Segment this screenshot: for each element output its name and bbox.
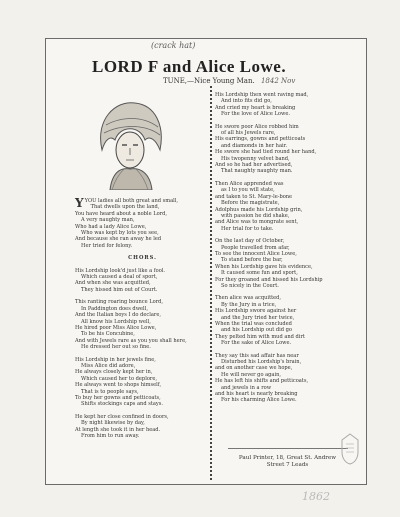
verse-line: Her trial for to take. bbox=[221, 225, 274, 232]
verse-line: That is to people says, bbox=[81, 388, 139, 395]
verse-line: People travelled from afar, bbox=[221, 244, 290, 251]
chorus-line: And when she was acquitted, bbox=[75, 280, 151, 287]
verse-line: They pelted him with mud and dirt bbox=[215, 333, 305, 340]
verse-line: Who had a lady Alice Lowe, bbox=[75, 223, 147, 230]
verse-line: You have heard about a noble Lord, bbox=[75, 210, 167, 217]
verse-line: A very naughty man, bbox=[81, 217, 135, 224]
verse-line: Her tried for felony. bbox=[81, 242, 133, 249]
verse-line: of all his Jewels rare, bbox=[221, 130, 276, 137]
printer-imprint bbox=[225, 455, 350, 469]
verse bbox=[215, 181, 360, 232]
verse-line: He always closely kept her in, bbox=[75, 369, 153, 376]
verse-line: His Lordship then went raving mad, bbox=[215, 92, 309, 98]
tune-line bbox=[163, 77, 295, 85]
verse-line: He kept her close confined in doors, bbox=[75, 413, 169, 420]
verse-line: And because she ran away he led bbox=[75, 236, 162, 243]
woman-bonnet-portrait-image bbox=[90, 95, 170, 190]
verse-line: When his Lordship gave his evidence, bbox=[215, 263, 313, 270]
verse-line: with passion he did shake, bbox=[221, 212, 290, 219]
verse-line: His Lordship in her jewels fine, bbox=[75, 356, 156, 363]
verse-line: Before the magistrate, bbox=[221, 200, 280, 207]
song-title: LORD F and Alice Lowe. bbox=[92, 57, 287, 76]
handwritten-note: (crack hat) bbox=[151, 41, 196, 50]
verse-line: He always went to shops himself, bbox=[75, 382, 162, 389]
column-divider bbox=[210, 86, 212, 481]
verse-line: He hired poor Miss Alice Lowe, bbox=[75, 324, 157, 331]
printer-rule bbox=[228, 448, 348, 449]
verse-line: Which caused her to deplore, bbox=[81, 375, 157, 382]
left-column bbox=[75, 198, 210, 445]
verse-line: and his Lordship out did go bbox=[221, 327, 292, 334]
verse-line: Disturbed his Lordship's brain, bbox=[221, 359, 302, 366]
right-column bbox=[215, 92, 360, 410]
verse-line: and his heart is nearly breaking bbox=[215, 391, 298, 398]
chorus-line: Which caused a deal of sport, bbox=[81, 274, 158, 281]
verse-line: He swore she had tied round her hand, bbox=[215, 149, 317, 156]
verse-line: When the trial was concluded bbox=[215, 321, 292, 327]
verse-4 bbox=[75, 414, 210, 440]
drop-cap: Y bbox=[75, 196, 84, 210]
verse-line: From him to run away. bbox=[81, 433, 140, 439]
verse-line: It caused some fun and sport, bbox=[221, 270, 298, 277]
verse-line: Adolphus made his Lordship grin, bbox=[215, 206, 303, 213]
library-stamp-icon bbox=[338, 432, 362, 466]
chorus bbox=[75, 268, 210, 294]
verse-line: His twopenny velvet band, bbox=[221, 155, 290, 162]
verse-line: And into fits did go, bbox=[221, 98, 272, 105]
verse bbox=[215, 353, 360, 404]
verse-line: He has left his shifts and petticoats, bbox=[215, 378, 309, 385]
verse bbox=[215, 124, 360, 175]
verse-line: All know his Lordship well, bbox=[81, 318, 151, 325]
verse-line: For they groaned and hissed his Lordship bbox=[215, 276, 323, 283]
verse-line: By night likewise by day, bbox=[81, 420, 145, 427]
chorus-line: They hissed him out of Court. bbox=[81, 286, 158, 293]
verse-line: And the Italian boys I do declare, bbox=[75, 312, 161, 319]
verse-line: That dwells upon the land, bbox=[90, 204, 160, 211]
verse-2 bbox=[75, 299, 210, 350]
handwritten-date: 1842 Nov bbox=[260, 77, 296, 85]
verse-line: as I to you will state, bbox=[221, 187, 275, 194]
printer-line: Paul Printer, 18, Great St. Andrew bbox=[238, 455, 337, 461]
verse-line: That naughty naughty man. bbox=[221, 168, 293, 175]
verse-line: And cried my heart is breaking bbox=[215, 104, 296, 111]
verse-line: His Lordship swore against her bbox=[215, 308, 297, 315]
verse-line: and jewels in a row bbox=[221, 384, 272, 391]
verse bbox=[215, 238, 360, 289]
verse-line: And with Jewels rare as you you shall here, bbox=[75, 337, 187, 344]
verse-line: For the sake of Alice Lowe. bbox=[221, 340, 292, 347]
verse-line: In Paddington does dwell, bbox=[81, 305, 148, 312]
verse-line: And so he had her advertised, bbox=[215, 162, 293, 169]
verse-line: To see the innocent Alice Lowe, bbox=[215, 250, 297, 257]
verse-line: This ranting roaring bounce Lord, bbox=[75, 299, 164, 306]
verse-line: and on another case we hope, bbox=[215, 365, 293, 372]
verse-line: Miss Alice did adore, bbox=[81, 362, 136, 369]
verse-line: and taken to St. Mary-le-bone bbox=[215, 193, 293, 200]
verse-line: He dressed her out so fine. bbox=[81, 344, 151, 351]
verse-line: On the last day of October, bbox=[215, 238, 285, 245]
verse-line: For the love of Alice Lowe. bbox=[221, 111, 290, 118]
chorus-label: CHORS. bbox=[128, 255, 157, 262]
verse-line: So nicely in the Court. bbox=[221, 282, 279, 289]
verse-line: To be his Concubine, bbox=[81, 331, 135, 338]
handwritten-number: 1862 bbox=[302, 490, 330, 503]
verse-line: and the Jury tried her twice, bbox=[221, 314, 295, 321]
printer-line: Street 7 Leads bbox=[266, 462, 309, 468]
verse bbox=[215, 92, 360, 118]
verse-line: He swore poor Alice robbed him bbox=[215, 123, 299, 130]
verse-line: To buy her gowns and petticoats, bbox=[75, 394, 161, 401]
verse-3 bbox=[75, 357, 210, 408]
verse-line: Shifts stockings caps and stays. bbox=[81, 401, 164, 408]
verse-line: By the Jury in a trice, bbox=[221, 301, 277, 308]
verse-line: and diamonds in her hair. bbox=[221, 142, 288, 149]
verse-line: Then alice was acquitted, bbox=[215, 295, 282, 302]
verse-line: Who was kept by lots you see, bbox=[81, 230, 159, 237]
verse-line: YOU ladies all both great and small, bbox=[84, 198, 178, 204]
verse-line: To stand before the bar, bbox=[221, 257, 283, 264]
verse-line: and Alice was to mongrate sent, bbox=[215, 219, 299, 226]
chorus-line: His Lordship look'd just like a fool. bbox=[75, 267, 166, 274]
tune-text: TUNE,—Nice Young Man. bbox=[163, 77, 255, 85]
verse bbox=[215, 295, 360, 346]
verse-line: They say this sad affair has near bbox=[215, 352, 299, 359]
verse-line: He will never go again, bbox=[221, 371, 281, 378]
verse-line: At length she took it in her head. bbox=[75, 426, 161, 433]
verse-1 bbox=[75, 198, 210, 249]
verse-line: His earrings, gowns and petticoats bbox=[215, 136, 306, 143]
verse-line: For his charming Alice Lowe. bbox=[221, 397, 297, 404]
verse-line: Then Alice apprended was bbox=[215, 180, 284, 187]
